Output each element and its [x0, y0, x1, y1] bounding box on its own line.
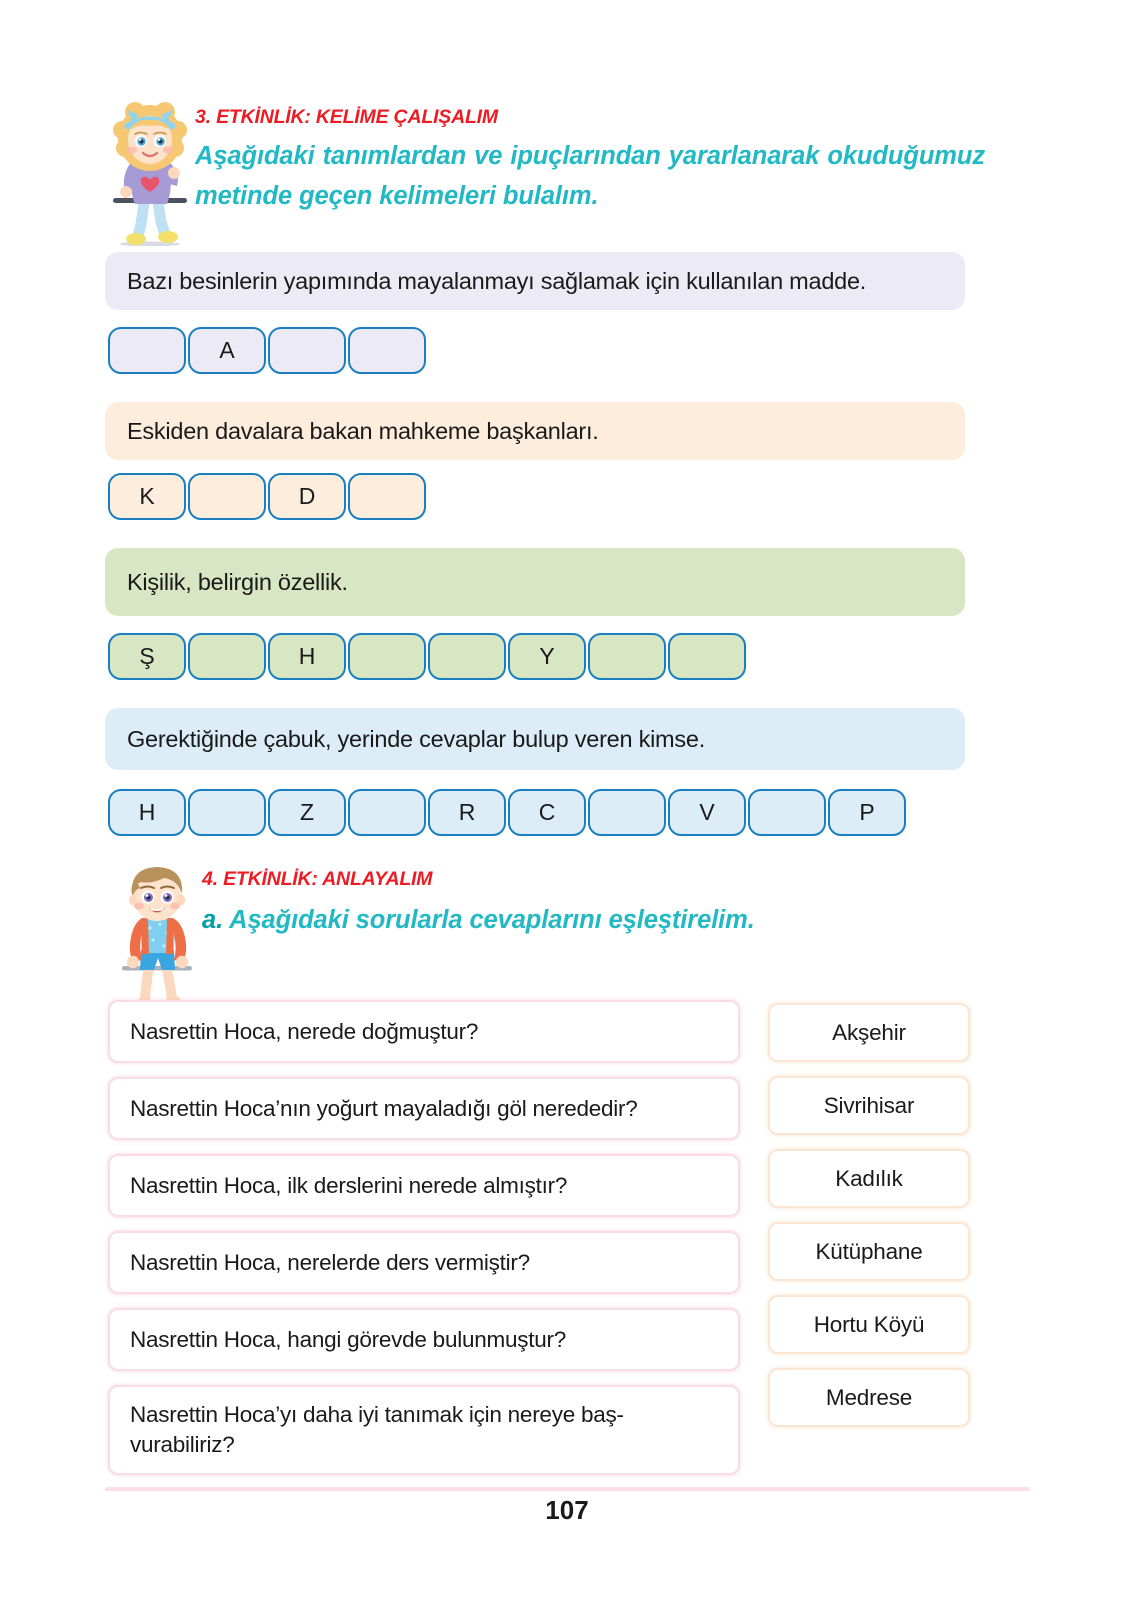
letter-row-4: [108, 789, 906, 836]
letter-box[interactable]: Z: [268, 789, 346, 836]
clue-bar-2: [105, 402, 965, 460]
footer-divider: [105, 1487, 1030, 1491]
letter-box[interactable]: H: [108, 789, 186, 836]
question-item[interactable]: Nasrettin Hoca’yı daha iyi tanımak için nereye baş-vurabiliriz?: [108, 1385, 740, 1475]
letter-box[interactable]: [268, 327, 346, 374]
letter-box[interactable]: A: [188, 327, 266, 374]
letter-row-3: [108, 633, 746, 680]
letter-box[interactable]: K: [108, 473, 186, 520]
page-number: 107: [545, 1495, 589, 1525]
letter-box[interactable]: [348, 789, 426, 836]
answer-item[interactable]: Kadılık: [768, 1149, 970, 1208]
boy-sitting-illustration: [112, 858, 202, 1008]
activity-3-description: Aşağıdaki tanımlardan ve ipuçlarından yararlanarak okuduğumuz metinde geçen kelimeleri bulalım.: [195, 142, 985, 210]
letter-box[interactable]: D: [268, 473, 346, 520]
letter-row-1: [108, 327, 426, 374]
answer-item[interactable]: Hortu Köyü: [768, 1295, 970, 1354]
question-item[interactable]: Nasrettin Hoca, nerelerde ders vermiştir?: [108, 1231, 740, 1294]
letter-box[interactable]: C: [508, 789, 586, 836]
letter-box[interactable]: [188, 789, 266, 836]
clue-text-3: Kişilik, belirgin özellik.: [127, 568, 348, 595]
letter-box[interactable]: V: [668, 789, 746, 836]
letter-box[interactable]: [348, 633, 426, 680]
letter-box[interactable]: [428, 633, 506, 680]
activity-3-header: [105, 96, 985, 246]
activity-3-title: 3. ETKİNLİK: KELİME ÇALIŞALIM: [195, 106, 498, 128]
answer-item[interactable]: Akşehir: [768, 1003, 970, 1062]
question-item[interactable]: Nasrettin Hoca, nerede doğmuştur?: [108, 1000, 740, 1063]
letter-box[interactable]: [668, 633, 746, 680]
question-item[interactable]: Nasrettin Hoca, hangi görevde bulunmuştur?: [108, 1308, 740, 1371]
clue-bar-1: [105, 252, 965, 310]
questions-column: [108, 1000, 748, 1489]
answer-item[interactable]: Kütüphane: [768, 1222, 970, 1281]
letter-box[interactable]: [188, 473, 266, 520]
activity-4-title: 4. ETKİNLİK: ANLAYALIM: [202, 868, 433, 890]
question-item[interactable]: Nasrettin Hoca, ilk derslerini nerede almıştır?: [108, 1154, 740, 1217]
letter-box[interactable]: R: [428, 789, 506, 836]
letter-box[interactable]: P: [828, 789, 906, 836]
letter-box[interactable]: [588, 633, 666, 680]
letter-box[interactable]: Ş: [108, 633, 186, 680]
girl-sitting-illustration: [105, 96, 195, 246]
clue-bar-3: [105, 548, 965, 616]
clue-bar-4: [105, 708, 965, 770]
answer-item[interactable]: Medrese: [768, 1368, 970, 1427]
letter-box[interactable]: [748, 789, 826, 836]
letter-box[interactable]: [108, 327, 186, 374]
letter-box[interactable]: [348, 473, 426, 520]
letter-box[interactable]: Y: [508, 633, 586, 680]
letter-box[interactable]: [188, 633, 266, 680]
activity-4-lead: a.: [202, 906, 224, 934]
activity-4-desc-text: Aşağıdaki sorularla cevaplarını eşleştirelim.: [229, 906, 755, 934]
clue-text-4: Gerektiğinde çabuk, yerinde cevaplar bulup veren kimse.: [127, 725, 705, 752]
letter-box[interactable]: [348, 327, 426, 374]
clue-text-1: Bazı besinlerin yapımında mayalanmayı sağlamak için kullanılan madde.: [127, 267, 867, 294]
clue-text-2: Eskiden davalara bakan mahkeme başkanları.: [127, 417, 599, 444]
answer-item[interactable]: Sivrihisar: [768, 1076, 970, 1135]
activity-4-header: [112, 858, 812, 1008]
activity-4-description: [202, 901, 802, 941]
answers-column: [768, 1003, 974, 1441]
letter-box[interactable]: H: [268, 633, 346, 680]
letter-row-2: [108, 473, 426, 520]
letter-box[interactable]: [588, 789, 666, 836]
question-item[interactable]: Nasrettin Hoca’nın yoğurt mayaladığı göl nerededir?: [108, 1077, 740, 1140]
